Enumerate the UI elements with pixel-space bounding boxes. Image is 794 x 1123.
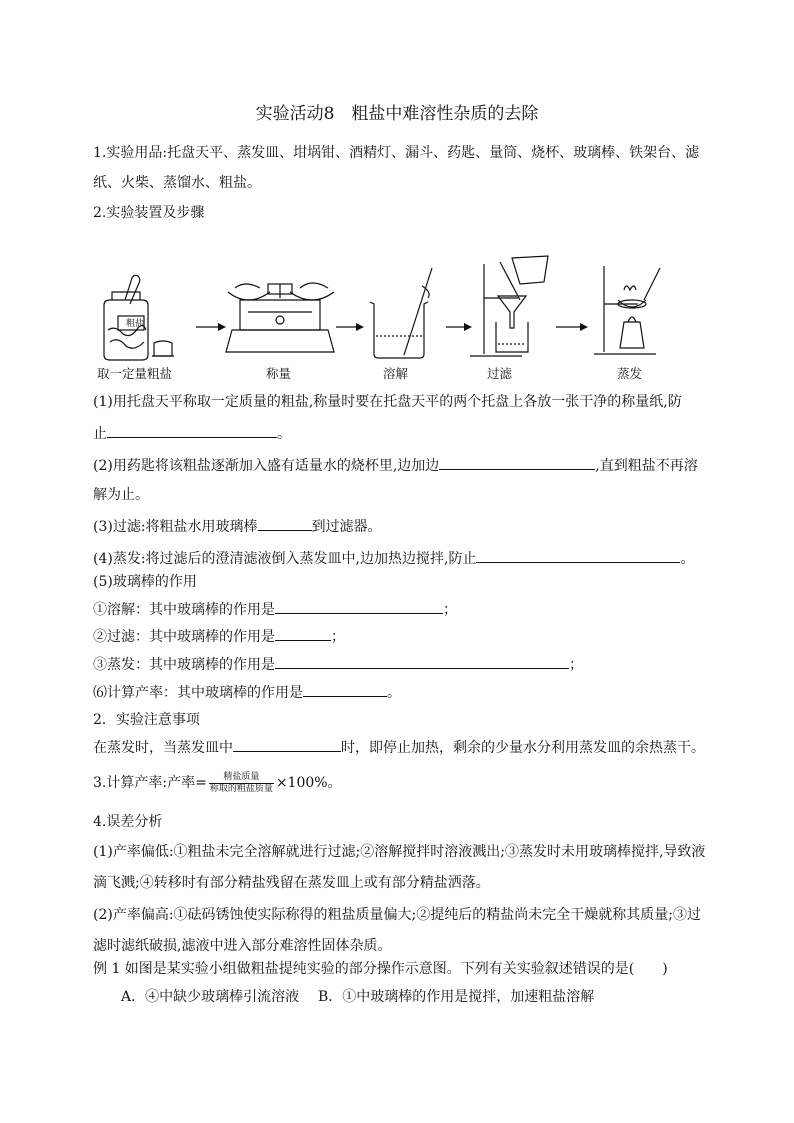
apparatus-heading: 2.实验装置及步骤 [93, 205, 205, 221]
page-title: 实验活动8 粗盐中难溶性杂质的去除 [255, 104, 539, 124]
caption-weigh: 称量 [266, 366, 292, 381]
q1-suffix: 。 [277, 426, 291, 442]
yield-fraction [209, 772, 274, 795]
q5-3-line [93, 654, 583, 675]
q5-2-answer-blank[interactable] [275, 626, 331, 641]
q5-3-prefix: ③蒸发：其中玻璃棒的作用是 [93, 657, 275, 673]
q5-2-prefix: ②过滤：其中玻璃棒的作用是 [93, 629, 275, 645]
materials-line-2: 纸、火柴、蒸馏水、粗盐。 [93, 175, 261, 191]
q3-line [93, 516, 382, 537]
q5-1-prefix: ①溶解：其中玻璃棒的作用是 [93, 602, 275, 618]
q4-answer-blank[interactable] [476, 548, 680, 563]
yield-formula [93, 768, 342, 798]
error-high-line-2: 滤时滤纸破损,滤液中进入部分难溶性固体杂质。 [93, 938, 392, 954]
q6-prefix: ⑹计算产率：其中玻璃棒的作用是 [93, 685, 303, 701]
yield-prefix: 3.计算产率:产率= [93, 775, 207, 791]
q2-line-2: 解为止。 [93, 487, 149, 503]
error-low-line-2: 滴飞溅;④转移时有部分精盐残留在蒸发皿上或有部分精盐洒落。 [93, 875, 490, 891]
notes-heading: 2．实验注意事项 [93, 712, 200, 728]
notes-suffix: 时，即停止加热，剩余的少量水分利用蒸发皿的余热蒸干。 [341, 740, 705, 756]
q5-2-suffix: ； [331, 629, 345, 645]
q4-prefix: (4)蒸发:将过滤后的澄清滤液倒入蒸发皿中,边加热边搅拌,防止 [93, 551, 477, 567]
caption-filter: 过滤 [487, 366, 513, 381]
q5-2-line [93, 626, 345, 647]
q4-line [93, 548, 694, 569]
error-high-line-1: (2)产率偏高:①砝码锈蚀使实际称得的粗盐质量偏大;②提纯后的精盐尚未完全干燥就称其质量;③过 [93, 907, 701, 923]
q6-suffix: 。 [387, 685, 401, 701]
q5-3-answer-blank[interactable] [275, 654, 569, 669]
notes-prefix: 在蒸发时，当蒸发皿中 [93, 740, 233, 756]
q5-3-suffix: ； [569, 657, 583, 673]
q2-prefix: (2)用药匙将该粗盐逐渐加入盛有适量水的烧杯里,边加边 [93, 458, 440, 474]
fraction-denominator: 称取的粗盐质量 [209, 783, 273, 794]
fraction-numerator: 精盐质量 [209, 772, 274, 784]
caption-evaporate: 蒸发 [617, 366, 643, 381]
q5-heading: (5)玻璃棒的作用 [93, 574, 197, 590]
q6-line [93, 682, 401, 703]
q2-line-1 [93, 455, 698, 476]
q6-answer-blank[interactable] [303, 682, 387, 697]
q2-suffix: ,直到粗盐不再溶 [595, 458, 698, 474]
q2-answer-blank[interactable] [439, 455, 595, 470]
option-a[interactable]: A．④中缺少玻璃棒引流溶液 [121, 989, 300, 1005]
q3-prefix: (3)过滤:将粗盐水用玻璃棒 [93, 519, 258, 535]
notes-answer-blank[interactable] [233, 737, 341, 752]
yield-suffix: ×100%。 [275, 775, 342, 791]
q1-line-2 [93, 423, 291, 444]
q4-suffix: 。 [680, 551, 695, 567]
q5-1-line [93, 599, 457, 620]
q5-1-answer-blank[interactable] [275, 599, 443, 614]
q3-answer-blank[interactable] [258, 516, 312, 531]
q5-1-suffix: ； [443, 602, 457, 618]
q1-answer-blank[interactable] [107, 423, 277, 438]
caption-dissolve: 溶解 [383, 366, 409, 381]
caption-take-salt: 取一定量粗盐 [97, 366, 173, 381]
q1-line-1: (1)用托盘天平称取一定质量的粗盐,称量时要在托盘天平的两个托盘上各放一张干净的称量纸,防 [93, 394, 682, 410]
example-stem: 例 1 如图是某实验小组做粗盐提纯实验的部分操作示意图。下列有关实验叙述错误的是( ) [93, 961, 668, 977]
materials-line-1: 1.实验用品:托盘天平、蒸发皿、坩埚钳、酒精灯、漏斗、药匙、量筒、烧杯、玻璃棒、铁架台、滤 [93, 145, 700, 161]
error-heading: 4.误差分析 [93, 814, 163, 830]
error-low-line-1: (1)产率偏低:①粗盐未完全溶解就进行过滤;②溶解搅拌时溶液溅出;③蒸发时未用玻璃棒搅拌,导致液 [93, 844, 706, 860]
option-b[interactable]: B．①中玻璃棒的作用是搅拌，加速粗盐溶解 [318, 989, 595, 1005]
q3-suffix: 到过滤器。 [311, 519, 382, 535]
jar-label: 粗盐 [126, 319, 145, 329]
notes-line [93, 737, 705, 758]
q1-prefix: 止 [93, 426, 107, 442]
